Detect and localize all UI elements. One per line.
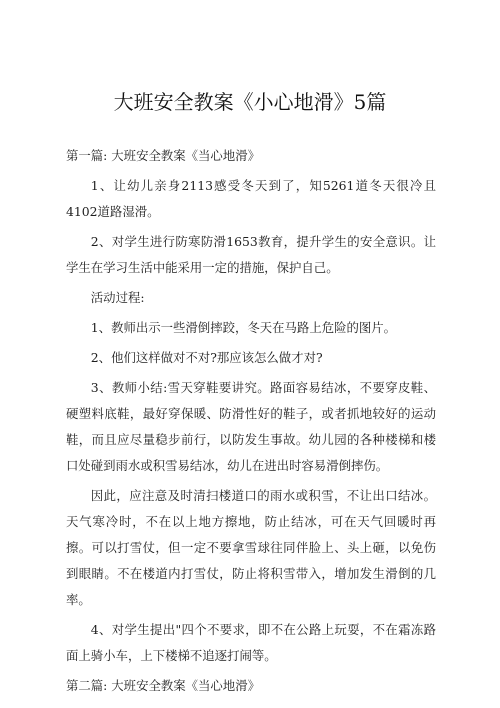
paragraph: 1、让幼儿亲身2113感受冬天到了，知5261道冬天很冷且4102道路湿滑。 [66, 178, 436, 219]
paragraph: 因此，应注意及时清扫楼道口的雨水或积雪，不让出口结冰。天气寒冷时，不在以上地方擦地，防止结冰，可在天气回暖时再擦。可以打雪仗，但一定不要拿雪球往同伴脸上、头上砸，以免伤到眼睛。不在楼道内打雪仗，防止将积雪带入，增加发生滑倒的几率。 [66, 488, 436, 607]
paragraph: 2、对学生进行防寒防滑1653教育，提升学生的安全意识。让学生在学习生活中能采用一定的措施，保护自己。 [66, 234, 436, 275]
paragraph: 3、教师小结:雪天穿鞋要讲究。路面容易结冰，不要穿皮鞋、硬塑料底鞋，最好穿保暖、防滑性好的鞋子，或者抓地较好的运动鞋，而且应尽量稳步前行，以防发生事故。幼儿园的各种楼梯和楼口处碰到雨水或积雪易结冰，幼儿在进出时容易滑倒摔伤。 [66, 380, 436, 473]
document-body [66, 143, 436, 699]
section-heading: 第二篇: 大班安全教案《当心地滑》 [66, 678, 260, 693]
section-heading: 第一篇: 大班安全教案《当心地滑》 [66, 148, 260, 163]
paragraph: 1、教师出示一些滑倒摔跤，冬天在马路上危险的图片。 [90, 320, 397, 335]
document-title: 大班安全教案《小心地滑》5篇 [113, 90, 387, 114]
paragraph: 活动过程: [90, 290, 145, 305]
paragraph: 4、对学生提出"四个不要求，即不在公路上玩耍，不在霜冻路面上骑小车，上下楼梯不追逐打闹等。 [66, 622, 436, 663]
paragraph: 2、他们这样做对不对?那应该怎么做才对? [90, 350, 323, 365]
